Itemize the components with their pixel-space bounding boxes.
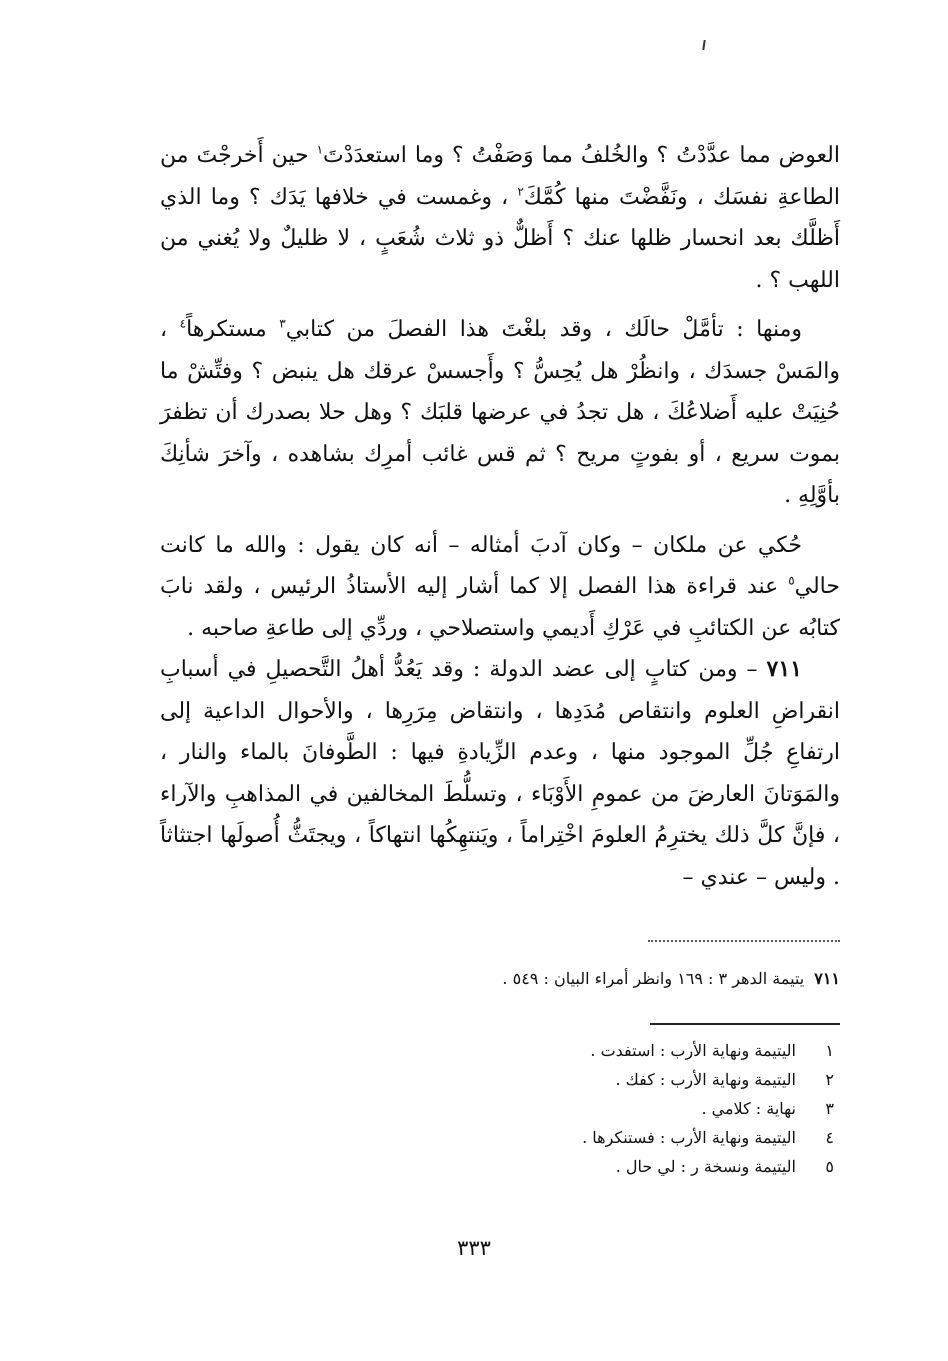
footnote-ref-5: ٥ — [788, 573, 795, 588]
margin-mark — [702, 40, 705, 50]
paragraph-2-part-2: مستكرهاً — [186, 317, 267, 342]
footnote-item — [582, 1123, 840, 1152]
footnote-number: ١ — [825, 1041, 834, 1060]
footnote-text: اليتيمة ونسخة ر : لي حال . — [615, 1157, 796, 1176]
paragraph-4 — [160, 649, 840, 898]
dotted-separator — [648, 940, 840, 942]
footnote-item — [582, 1094, 840, 1123]
footnote-item — [582, 1152, 840, 1181]
paragraph-4-text: – ومن كتابٍ إلى عضد الدولة : وقد يَعُدُّ أهلُ التَّحصيلِ في أسبابِ انقراضِ العلوم وانتقاص مُدَدِها ، وانتقاض مِرَرِها ، والأحوال الداعية إلى ارتفاعِ جُلِّ الموجود منها ، وعدم الزِّيادةِ فيها : الطَّوفانَ بالماء والنار ، والمَوَتانَ العارضَ من عمومِ الأَوْبَاء ، وتسلُّطَ المخالفين في المذاهبِ والآراء ، فإنَّ كلَّ ذلك يخترِمُ العلومَ اخْتِراماً ، ويَنتهِكُها انتهاكاً ، ويجتَثُّ أُصولَها اجتثاثاً . وليس – عندي – — [160, 657, 840, 890]
paragraph-2 — [160, 309, 840, 517]
footnote-rule — [650, 1023, 840, 1025]
footnote-number: ٤ — [825, 1128, 834, 1147]
footnote-text: اليتيمة ونهاية الأرب : فستنكرها . — [582, 1128, 796, 1147]
paragraph-2-part-3: ، والمَسْ جسدَك ، وانظُرْ هل يُحِسُّ ؟ وأَجسسْ عرقك هل ينبض ؟ وفتِّشْ ما حُنِيَتْ عليه أَضلاعُكَ ، هل تجدُ في عرضها قلبَك ؟ وهل حلا بصدرك أن تظفرَ بموت سريع ، أو بفوتٍ مريح ؟ ثم قس غائب أمرِك بشاهده ، وآخرَ شأنِكَ بأوَّلِهِ . — [160, 317, 840, 508]
footnote-number: ٥ — [825, 1157, 834, 1176]
footnote-text: اليتيمة ونهاية الأرب : كفك . — [615, 1070, 796, 1089]
paragraph-3-part-1: حُكي عن ملكان – وكان آدبَ أمثاله – أنه كان يقول : والله ما كانت حالي — [160, 532, 840, 599]
paragraph-2-part-1: ومنها : تأمَّلْ حالَك ، وقد بلغْتَ هذا الفصلَ من كتابي — [285, 317, 803, 342]
paragraph-3-part-2: عند قراءة هذا الفصل إلا كما أشار إليه الأستاذُ الرئيس ، ولقد نابَ كتابُه عن الكتائبِ في عَرْكِ أَديمي واستصلاحي ، وردِّي إلى طاعةِ صاحبه . — [160, 574, 840, 641]
footnote-number: ٢ — [825, 1070, 834, 1089]
footnote-ref-4: ٤ — [179, 316, 187, 331]
main-text — [160, 135, 840, 898]
footnote-ref-2: ٢ — [517, 184, 524, 199]
reference-text: يتيمة الدهر ٣ : ١٦٩ وانظر أمراء البيان : ٥٤٩ . — [502, 969, 805, 988]
footnote-item — [582, 1065, 840, 1094]
paragraph-1-part-2: حين أَخرجْتَ من الطاعةِ نفسَك ، ونَفَّضْتَ منها كُمَّكَ — [160, 143, 841, 210]
reference-number: ٧١١ — [814, 969, 840, 988]
source-reference — [502, 964, 840, 994]
footnotes-list — [582, 1036, 840, 1181]
paragraph-1-part-1: العوض مما عدَّدْتُ ؟ والخُلفُ مما وَصَفْتُ ؟ وما استعدَدْتَ — [323, 143, 840, 168]
paragraph-1-part-3: ، وغمست في خلافها يَدَك ؟ وما الذي أَظلَّك بعد انحسار ظلها عنك ؟ أَظلٌّ ذو ثلاث شُعَبٍ ، لا ظليلٌ ولا يُغني من اللهب ؟ . — [160, 184, 840, 293]
footnote-item — [582, 1036, 840, 1065]
paragraph-3 — [160, 525, 840, 650]
footnote-number: ٣ — [825, 1099, 834, 1118]
footnote-text: اليتيمة ونهاية الأرب : استفدت . — [590, 1041, 796, 1060]
paragraph-1 — [160, 135, 840, 301]
footnote-text: نهاية : كلامي . — [701, 1099, 796, 1118]
footnote-ref-3: ٣ — [279, 316, 286, 331]
item-number: ٧١١ — [766, 656, 802, 682]
page-number: ٣٣٣ — [457, 1236, 491, 1260]
footnote-ref-1: ١ — [316, 142, 324, 157]
